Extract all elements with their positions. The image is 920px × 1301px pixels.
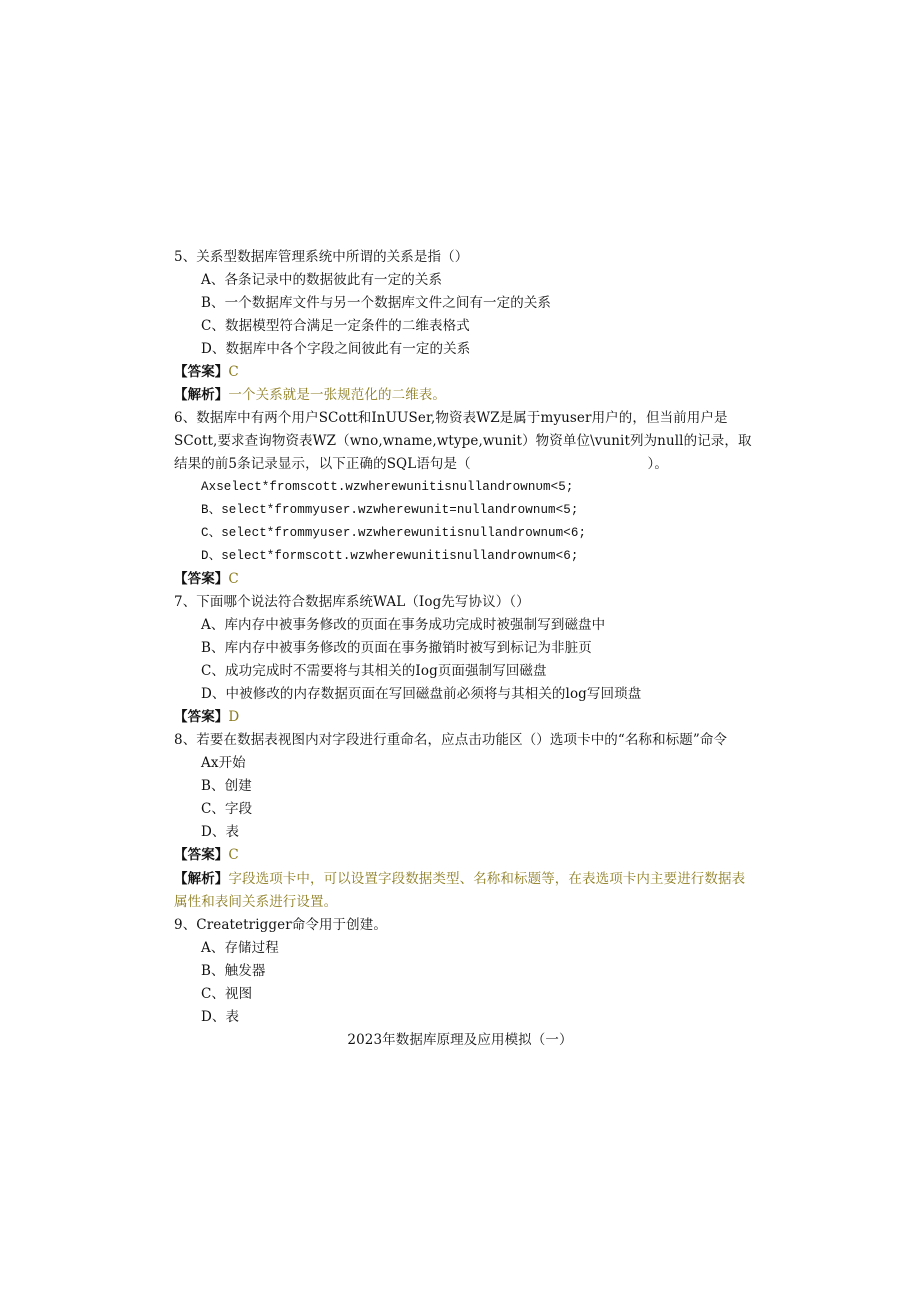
question-9-option-a: A、存储过程 — [201, 940, 279, 956]
question-9-option-b: B、触发器 — [201, 963, 266, 979]
question-7-option-c: C、成功完成时不需要将与其相关的Iog页面强制写回磁盘 — [201, 663, 547, 679]
question-7-option-b: B、库内存中被事务修改的页面在事务撤销时被写到标记为非脏页 — [201, 640, 592, 656]
question-8-answer-line — [174, 845, 239, 865]
question-8-option-d: D、表 — [201, 824, 240, 840]
answer-tag: 【答案】 — [174, 847, 229, 863]
question-6-stem-line-1: 6、数据库中有两个用户SCott和InUUSer,物资表WZ是属于myuser用户的，但当前用户是 — [174, 410, 728, 426]
question-7-answer-line — [174, 707, 239, 727]
answer-tag: 【答案】 — [174, 571, 229, 587]
question-5-option-a: A、各条记录中的数据彼此有一定的关系 — [201, 272, 443, 288]
question-8-option-b: B、创建 — [201, 778, 252, 794]
question-6-option-c: C、select*frommyuser.wzwherewunitisnullandrownum<6; — [201, 526, 587, 540]
question-7-stem: 7、下面哪个说法符合数据库系统WAL（Iog先写协议）（） — [174, 594, 530, 610]
question-5-option-d: D、数据库中各个字段之间彼此有一定的关系 — [201, 341, 471, 357]
question-9-option-d: D、表 — [201, 1009, 240, 1025]
explain-text: 字段选项卡中，可以设置字段数据类型、名称和标题等，在表选项卡内主要进行数据表 — [228, 871, 746, 887]
question-9-stem: 9、Createtrigger命令用于创建。 — [174, 917, 387, 933]
question-8-option-a: Ax开始 — [201, 755, 246, 771]
question-8-explain-line-1 — [174, 869, 745, 889]
question-5-stem: 5、关系型数据库管理系统中所谓的关系是指（） — [174, 249, 469, 265]
answer-value: C — [228, 847, 239, 863]
question-5-answer-line — [174, 362, 239, 382]
question-5-explain-line — [174, 385, 446, 405]
page-footer-title: 2023年数据库原理及应用模拟（一） — [347, 1032, 573, 1048]
question-6-option-a: Axselect*fromscott.wzwherewunitisnullandrownυm<5; — [201, 480, 574, 494]
question-6-answer-line — [174, 569, 239, 589]
question-6-stem-line-3: 结果的前5条记录显示，以下正确的SQL语句是（ ）。 — [174, 456, 668, 472]
answer-value: C — [228, 364, 239, 380]
question-9-option-c: C、视图 — [201, 986, 253, 1002]
explain-tag: 【解析】 — [174, 387, 229, 403]
answer-value: C — [228, 571, 239, 587]
question-8-option-c: C、字段 — [201, 801, 253, 817]
answer-value: D — [228, 709, 240, 725]
question-5-option-b: B、一个数据库文件与另一个数据库文件之间有一定的关系 — [201, 295, 552, 311]
answer-tag: 【答案】 — [174, 709, 229, 725]
question-6-option-b: B、select*frommyuser.wzwherewunit=nullandrownum<5; — [201, 503, 579, 517]
answer-tag: 【答案】 — [174, 364, 229, 380]
question-8-explain-line-2: 属性和表间关系进行设置。 — [174, 894, 338, 910]
question-6-stem-line-2: SCott,要求查询物资表WZ（wno,wname,wtype,wunit）物资单位\vunit列为null的记录，取 — [174, 433, 752, 449]
explain-tag: 【解析】 — [174, 871, 229, 887]
question-8-stem: 8、若要在数据表视图内对字段进行重命名，应点击功能区（）选项卡中的“名称和标题”命令 — [174, 732, 728, 748]
explain-text: 一个关系就是一张规范化的二维表。 — [228, 387, 447, 403]
question-7-option-d: D、中被修改的内存数据页面在写回磁盘前必须将与其相关的log写回琐盘 — [201, 686, 642, 702]
question-7-option-a: A、库内存中被事务修改的页面在事务成功完成时被强制写到磁盘中 — [201, 617, 606, 633]
question-6-option-d: D、select*formscott.wzwherewunitisnullandrownum<6; — [201, 549, 579, 563]
question-5-option-c: C、数据模型符合满足一定条件的二维表格式 — [201, 318, 470, 334]
